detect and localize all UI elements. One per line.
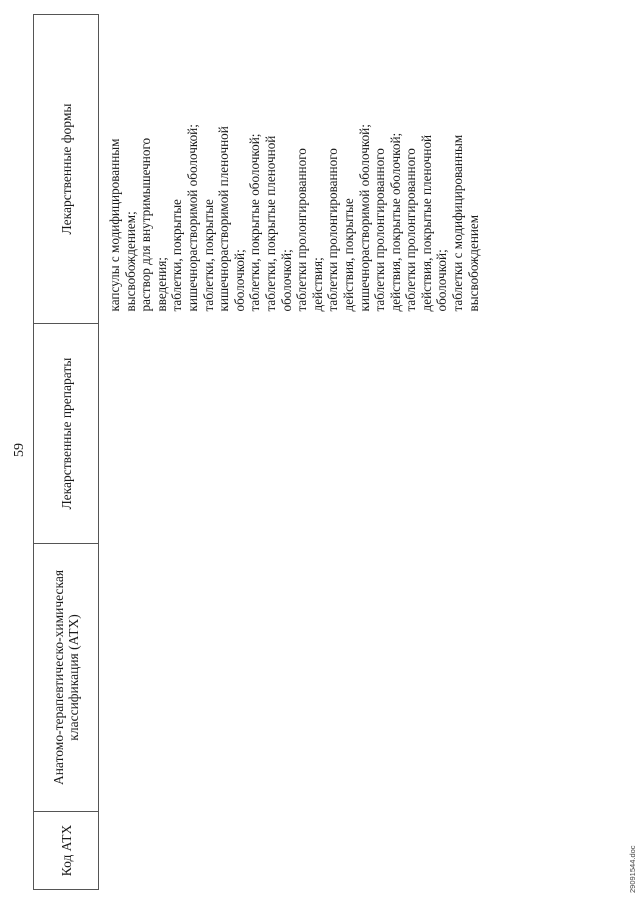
dosage-form-line: таблетки пролонгированного xyxy=(403,148,419,312)
cell-atx-code xyxy=(99,812,608,890)
header-classification-line1: Анатомо-терапевтическо-химическая xyxy=(51,569,66,786)
header-dosage-forms: Лекарственные формы xyxy=(34,15,99,324)
dosage-form-line: таблетки пролонгированного xyxy=(294,148,310,312)
document-reference: 29091544.doc xyxy=(628,845,637,893)
cell-atx-classification xyxy=(99,544,608,812)
dosage-form-line: оболочкой; xyxy=(231,249,247,312)
dosage-forms-list xyxy=(107,15,481,312)
dosage-form-line: таблетки с модифицированным xyxy=(450,134,466,312)
header-preparations: Лекарственные препараты xyxy=(34,324,99,544)
dosage-form-line: оболочкой; xyxy=(434,249,450,312)
page-number: 59 xyxy=(12,443,27,457)
table-header-row xyxy=(34,15,99,890)
dosage-form-line: высвобождением; xyxy=(122,211,138,312)
cell-dosage-forms xyxy=(99,15,608,324)
dosage-form-line: таблетки, покрытые xyxy=(169,199,185,312)
header-atx-classification xyxy=(34,544,99,812)
cell-preparations xyxy=(99,324,608,544)
dosage-form-line: высвобождением xyxy=(465,214,481,312)
dosage-form-line: капсулы с модифицированным xyxy=(107,138,122,312)
dosage-form-line: таблетки, покрытые пленочной xyxy=(262,135,278,312)
header-classification-line2: классификация (АТХ) xyxy=(66,614,81,741)
dosage-form-line: действия, покрытые оболочкой; xyxy=(387,132,403,312)
dosage-form-line: кишечнорастворимой оболочкой; xyxy=(184,124,200,312)
dosage-form-line: кишечнорастворимой пленочной xyxy=(216,126,232,312)
table-row xyxy=(99,15,608,890)
dosage-form-line: таблетки, покрытые оболочкой; xyxy=(247,133,263,312)
dosage-form-line: таблетки, покрытые xyxy=(200,199,216,312)
dosage-form-line: действия; xyxy=(309,257,325,312)
atx-table xyxy=(33,14,607,890)
dosage-form-line: таблетки пролонгированного xyxy=(325,148,341,312)
dosage-form-line: оболочкой; xyxy=(278,249,294,312)
dosage-form-line: действия, покрытые xyxy=(340,198,356,312)
dosage-form-line: раствор для внутримышечного xyxy=(138,137,154,312)
dosage-form-line: введения; xyxy=(153,257,169,312)
header-atx-code: Код АТХ xyxy=(34,812,99,890)
dosage-form-line: кишечнорастворимой оболочкой; xyxy=(356,124,372,312)
dosage-form-line: действия, покрытые пленочной xyxy=(418,134,434,312)
dosage-form-line: таблетки пролонгированного xyxy=(372,148,388,312)
